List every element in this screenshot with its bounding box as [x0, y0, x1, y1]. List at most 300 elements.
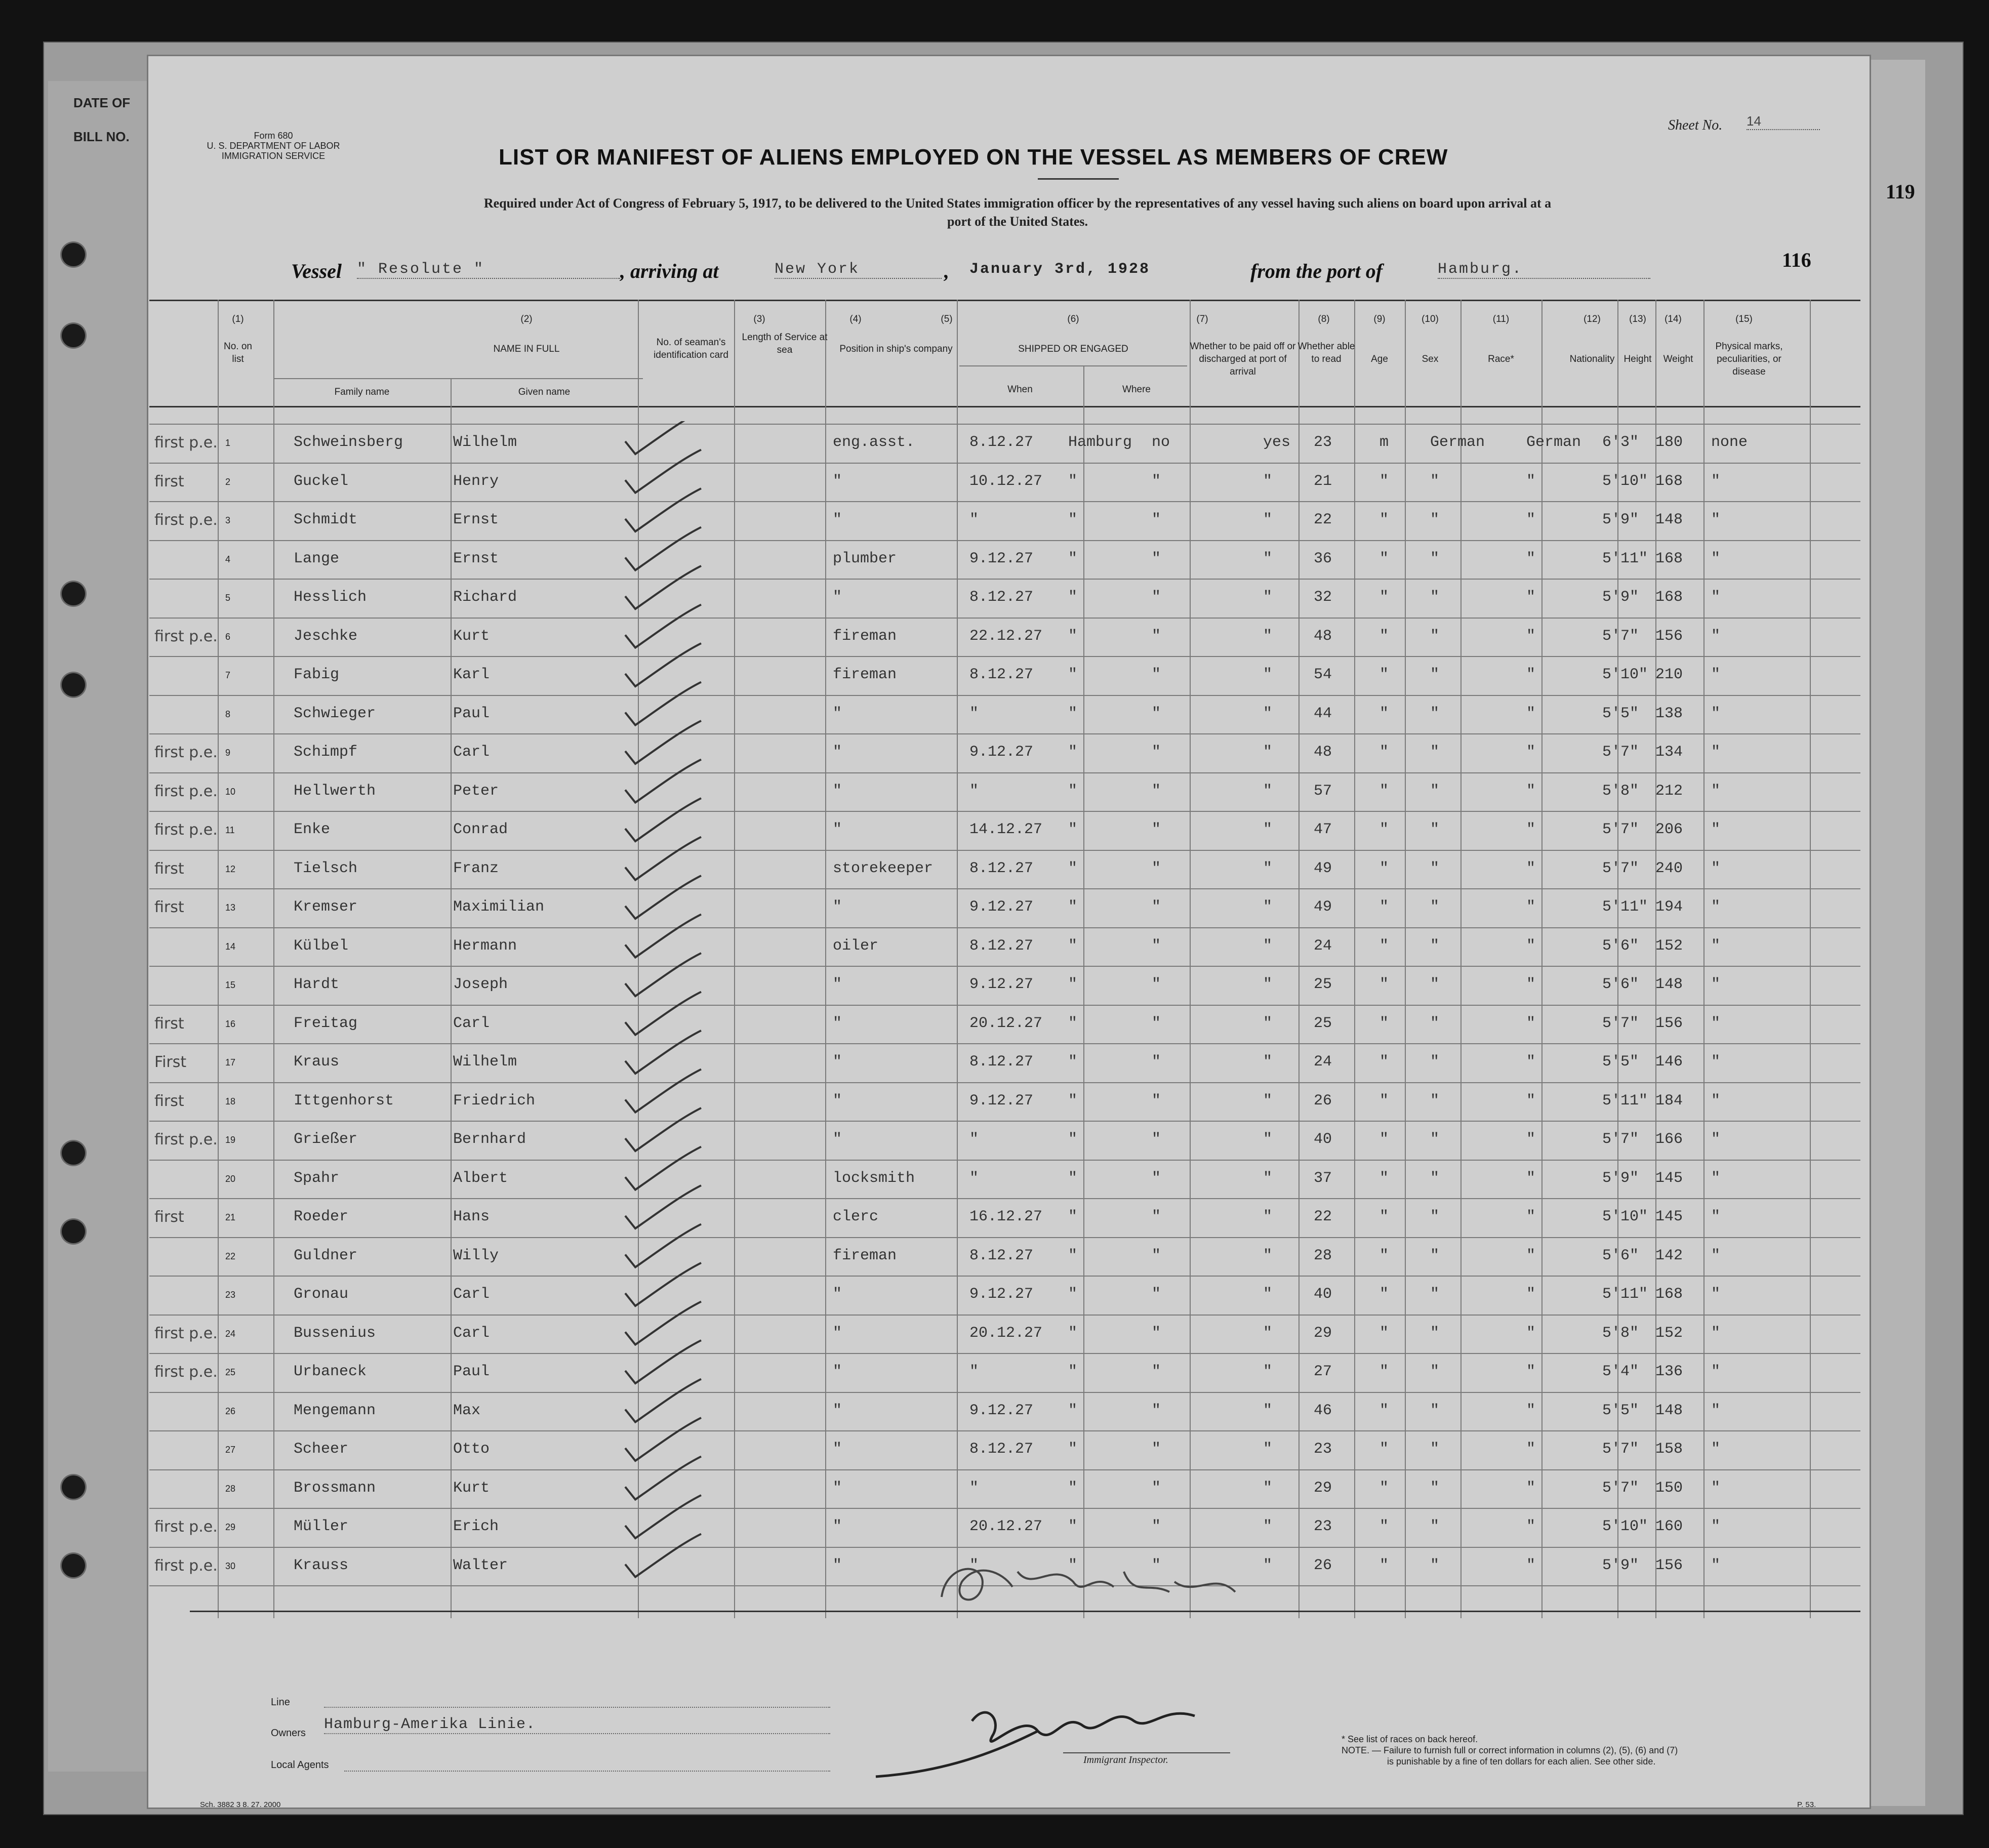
cell-age: 47	[1314, 821, 1332, 838]
cell-weight: 146	[1655, 1053, 1683, 1071]
cell-sex: "	[1379, 1441, 1389, 1458]
cell-no: 10	[225, 786, 236, 797]
cell-age: 23	[1314, 1518, 1332, 1535]
cell-weight: 148	[1655, 511, 1683, 528]
cell-given: Kurt	[453, 1479, 490, 1497]
cell-no: 20	[225, 1173, 236, 1184]
cell-marks: "	[1711, 1014, 1721, 1032]
cell-weight: 212	[1655, 782, 1683, 800]
cell-given: Ernst	[453, 550, 499, 567]
col-number: (6)	[1067, 314, 1079, 324]
cell-when: 20.12.27	[969, 1324, 1043, 1342]
cell-paid: "	[1152, 744, 1161, 761]
cell-marks: "	[1711, 627, 1721, 645]
cell-height: 5'7"	[1602, 1479, 1639, 1497]
cell-sex: "	[1379, 1092, 1389, 1110]
cell-family: Freitag	[294, 1014, 358, 1032]
cell-when: 8.12.27	[969, 1053, 1034, 1071]
cell-paid: "	[1152, 1363, 1161, 1380]
service: IMMIGRATION SERVICE	[221, 151, 326, 161]
cell-age: 49	[1314, 859, 1332, 877]
cell-marks: "	[1711, 705, 1721, 722]
cell-paid: "	[1152, 821, 1161, 838]
cell-position: locksmith	[833, 1169, 915, 1187]
crew-table	[149, 300, 1860, 1621]
cell-sex: "	[1379, 782, 1389, 800]
id-card-check-mark	[625, 876, 701, 919]
col-number: (12)	[1584, 314, 1601, 324]
grid-rule	[149, 1121, 1860, 1122]
cell-where: "	[1068, 627, 1078, 645]
cell-position: "	[833, 1479, 842, 1497]
cell-position: "	[833, 1556, 842, 1574]
cell-given: Bernhard	[453, 1131, 526, 1148]
grid-rule	[149, 656, 1860, 657]
cell-paid: "	[1152, 1479, 1161, 1497]
id-card-check-mark	[625, 1070, 701, 1113]
cell-weight: 145	[1655, 1169, 1683, 1187]
cell-paid: "	[1152, 1324, 1161, 1342]
cell-sex: "	[1379, 898, 1389, 916]
cell-mark: first p.e.	[154, 1518, 218, 1536]
cell-race: "	[1430, 1518, 1440, 1535]
cell-family: Ittgenhorst	[294, 1092, 394, 1110]
cell-weight: 148	[1655, 1402, 1683, 1419]
cell-no: 7	[225, 670, 231, 680]
cell-read: "	[1263, 1556, 1273, 1574]
id-card-check-mark	[625, 488, 701, 531]
cell-where: "	[1068, 937, 1078, 955]
cell-race: "	[1430, 1286, 1440, 1303]
cell-marks: "	[1711, 898, 1721, 916]
cell-no: 8	[225, 709, 231, 719]
departure-port: Hamburg.	[1438, 261, 1650, 279]
cell-sex: "	[1379, 1053, 1389, 1071]
form-number: Form 680	[254, 131, 293, 141]
cell-family: Urbaneck	[294, 1363, 367, 1380]
cell-mark: first p.e.	[154, 1324, 218, 1342]
cell-where: "	[1068, 744, 1078, 761]
cell-mark: first p.e.	[154, 434, 218, 451]
cell-sex: "	[1379, 1286, 1389, 1303]
cell-sex: "	[1379, 1363, 1389, 1380]
vessel-name: " Resolute "	[357, 261, 620, 279]
cell-where: "	[1068, 1479, 1078, 1497]
cell-read: "	[1263, 937, 1273, 955]
header-id-card: No. of seaman's identification card	[654, 337, 728, 360]
grid-rule	[957, 300, 958, 1618]
cell-when: 8.12.27	[969, 1247, 1034, 1264]
cell-given: Maximilian	[453, 898, 545, 916]
cell-height: 5'5"	[1602, 705, 1639, 722]
cell-given: Willy	[453, 1247, 499, 1264]
header-position: Position in ship's company	[839, 344, 953, 354]
cell-marks: "	[1711, 472, 1721, 490]
cell-no: 14	[225, 941, 236, 952]
grid-rule	[149, 1392, 1860, 1393]
cell-race: "	[1430, 550, 1440, 567]
col-number: (1)	[232, 314, 244, 324]
cell-weight: 156	[1655, 1014, 1683, 1032]
cell-when: 9.12.27	[969, 898, 1034, 916]
cell-where: "	[1068, 1014, 1078, 1032]
form-info	[200, 131, 347, 161]
cell-when: 16.12.27	[969, 1208, 1043, 1225]
cell-position: "	[833, 1402, 842, 1419]
cell-age: 57	[1314, 782, 1332, 800]
cell-age: 24	[1314, 1053, 1332, 1071]
cell-given: Carl	[453, 1286, 490, 1303]
cell-nat: "	[1526, 705, 1536, 722]
cell-where: "	[1068, 666, 1078, 683]
cell-family: Mengemann	[294, 1402, 376, 1419]
cell-when: 8.12.27	[969, 589, 1034, 606]
cell-height: 5'10"	[1602, 1518, 1648, 1535]
cell-age: 22	[1314, 511, 1332, 528]
cell-no: 25	[225, 1367, 236, 1377]
cell-position: "	[833, 511, 842, 528]
grid-rule	[149, 1508, 1860, 1509]
grid-rule	[149, 1082, 1860, 1083]
cell-weight: 138	[1655, 705, 1683, 722]
cell-sex: "	[1379, 1324, 1389, 1342]
cell-given: Ernst	[453, 511, 499, 528]
title-rule	[1038, 178, 1119, 180]
col-number: (3)	[753, 314, 765, 324]
cell-given: Wilhelm	[453, 1053, 517, 1071]
cell-weight: 184	[1655, 1092, 1683, 1110]
cell-nat: "	[1526, 1556, 1536, 1574]
owners-value: Hamburg-Amerika Linie.	[324, 1716, 830, 1734]
header-where: Where	[1122, 384, 1151, 395]
cell-marks: "	[1711, 1169, 1721, 1187]
cell-family: Kraus	[294, 1053, 340, 1071]
cell-nat: "	[1526, 1402, 1536, 1419]
cell-marks: "	[1711, 666, 1721, 683]
cell-position: "	[833, 1092, 842, 1110]
cell-where: "	[1068, 1324, 1078, 1342]
cell-when: 20.12.27	[969, 1014, 1043, 1032]
cell-family: Guldner	[294, 1247, 358, 1264]
cell-paid: "	[1152, 937, 1161, 955]
cell-nat: "	[1526, 1324, 1536, 1342]
cell-mark: first p.e.	[154, 782, 218, 800]
cell-no: 24	[225, 1328, 236, 1339]
cell-where: "	[1068, 1402, 1078, 1419]
id-card-check-mark	[625, 798, 701, 841]
cell-no: 30	[225, 1560, 236, 1571]
cell-nat: "	[1526, 782, 1536, 800]
cell-age: 29	[1314, 1479, 1332, 1497]
cell-nat: "	[1526, 1208, 1536, 1225]
cell-marks: none	[1711, 434, 1748, 451]
cell-height: 5'6"	[1602, 1247, 1639, 1264]
local-agents-label: Local Agents	[271, 1759, 329, 1771]
cell-age: 26	[1314, 1092, 1332, 1110]
cell-where: "	[1068, 511, 1078, 528]
cell-age: 26	[1314, 1556, 1332, 1574]
cell-sex: "	[1379, 976, 1389, 993]
cell-race: "	[1430, 627, 1440, 645]
cell-read: "	[1263, 472, 1273, 490]
cell-family: Hardt	[294, 976, 340, 993]
cell-read: "	[1263, 1479, 1273, 1497]
cell-marks: "	[1711, 1092, 1721, 1110]
cell-family: Müller	[294, 1518, 349, 1535]
id-card-check-mark	[625, 953, 701, 996]
cell-given: Joseph	[453, 976, 508, 993]
grid-rule	[149, 966, 1860, 967]
cell-when: "	[969, 1131, 979, 1148]
cell-sex: "	[1379, 1014, 1389, 1032]
cell-paid: no	[1152, 434, 1170, 451]
cell-nat: "	[1526, 1169, 1536, 1187]
header-race: Race*	[1488, 354, 1514, 364]
cell-read: yes	[1263, 434, 1291, 451]
cell-weight: 156	[1655, 1556, 1683, 1574]
cell-weight: 136	[1655, 1363, 1683, 1380]
cell-height: 5'4"	[1602, 1363, 1639, 1380]
cell-height: 5'11"	[1602, 550, 1648, 567]
cell-where: "	[1068, 705, 1078, 722]
cell-where: "	[1068, 976, 1078, 993]
cell-read: "	[1263, 1208, 1273, 1225]
cell-sex: "	[1379, 1518, 1389, 1535]
owners-label: Owners	[271, 1728, 306, 1739]
cell-age: 24	[1314, 937, 1332, 955]
cell-no: 22	[225, 1251, 236, 1261]
grid-rule	[1810, 300, 1811, 1618]
cell-race: "	[1430, 1402, 1440, 1419]
statute-line-2: port of the United States.	[947, 214, 1088, 229]
sheet-label: Sheet No.	[1668, 117, 1723, 133]
cell-marks: "	[1711, 1324, 1721, 1342]
cell-nat: "	[1526, 744, 1536, 761]
cell-when: 22.12.27	[969, 627, 1043, 645]
id-card-check-mark	[625, 682, 701, 725]
cell-paid: "	[1152, 898, 1161, 916]
cell-when: "	[969, 1363, 979, 1380]
cell-read: "	[1263, 589, 1273, 606]
cell-when: 8.12.27	[969, 666, 1034, 683]
cell-weight: 180	[1655, 434, 1683, 451]
header-weight: Weight	[1663, 354, 1693, 364]
cell-weight: 134	[1655, 744, 1683, 761]
cell-family: Guckel	[294, 472, 349, 490]
cell-race: "	[1430, 1208, 1440, 1225]
cell-read: "	[1263, 821, 1273, 838]
cell-paid: "	[1152, 589, 1161, 606]
date-comma: ,	[944, 260, 949, 282]
cell-when: 9.12.27	[969, 550, 1034, 567]
cell-race: "	[1430, 472, 1440, 490]
stamp-number-116: 116	[1782, 249, 1811, 271]
cell-family: Lange	[294, 550, 340, 567]
header-shipped-engaged: SHIPPED OR ENGAGED	[1018, 344, 1128, 354]
id-card-check-mark	[625, 566, 701, 609]
cell-marks: "	[1711, 976, 1721, 993]
id-card-check-mark	[625, 527, 701, 570]
cell-family: Grießer	[294, 1131, 358, 1148]
cell-family: Hesslich	[294, 589, 367, 606]
cell-paid: "	[1152, 627, 1161, 645]
cell-race: "	[1430, 1131, 1440, 1148]
grid-rule	[1460, 300, 1462, 1618]
cell-read: "	[1263, 859, 1273, 877]
cell-race: "	[1430, 976, 1440, 993]
stamp-number-119: 119	[1886, 180, 1915, 203]
binder-hole	[62, 1141, 85, 1165]
cell-height: 5'11"	[1602, 1092, 1648, 1110]
cell-position: "	[833, 744, 842, 761]
cell-nat: "	[1526, 666, 1536, 683]
cell-sex: "	[1379, 472, 1389, 490]
id-card-check-mark	[625, 450, 701, 493]
cell-weight: 168	[1655, 589, 1683, 606]
cell-age: 46	[1314, 1402, 1332, 1419]
cell-where: "	[1068, 1053, 1078, 1071]
cell-family: Tielsch	[294, 859, 358, 877]
cell-where: "	[1068, 1363, 1078, 1380]
cell-nat: "	[1526, 627, 1536, 645]
cell-weight: 240	[1655, 859, 1683, 877]
cell-read: "	[1263, 1441, 1273, 1458]
cell-when: "	[969, 511, 979, 528]
cell-height: 5'9"	[1602, 589, 1639, 606]
cell-position: storekeeper	[833, 859, 933, 877]
cell-sex: "	[1379, 1479, 1389, 1497]
cell-race: "	[1430, 1014, 1440, 1032]
cell-marks: "	[1711, 744, 1721, 761]
cell-age: 25	[1314, 1014, 1332, 1032]
cell-mark: first	[154, 472, 184, 490]
cell-height: 5'10"	[1602, 666, 1648, 683]
cell-nat: "	[1526, 1441, 1536, 1458]
cell-paid: "	[1152, 1518, 1161, 1535]
cell-given: Albert	[453, 1169, 508, 1187]
cell-height: 5'9"	[1602, 1556, 1639, 1574]
grid-rule	[149, 811, 1860, 812]
cell-weight: 156	[1655, 627, 1683, 645]
id-card-check-mark	[625, 992, 701, 1035]
cell-marks: "	[1711, 1247, 1721, 1264]
cell-weight: 206	[1655, 821, 1683, 838]
header-length-service: Length of Service at sea	[742, 332, 828, 355]
cell-when: 9.12.27	[969, 976, 1034, 993]
cell-family: Roeder	[294, 1208, 349, 1225]
cell-read: "	[1263, 1131, 1273, 1148]
cell-position: "	[833, 1324, 842, 1342]
cell-when: 9.12.27	[969, 1286, 1034, 1303]
cell-nat: "	[1526, 821, 1536, 838]
cell-nat: "	[1526, 1053, 1536, 1071]
header-nationality: Nationality	[1569, 354, 1615, 364]
cell-read: "	[1263, 1092, 1273, 1110]
cell-age: 23	[1314, 434, 1332, 451]
cell-age: 49	[1314, 898, 1332, 916]
grid-rule	[149, 618, 1860, 619]
cell-read: "	[1263, 1247, 1273, 1264]
cell-where: "	[1068, 782, 1078, 800]
arrival-port: New York	[775, 261, 942, 279]
id-card-check-mark	[625, 1379, 701, 1422]
cell-no: 12	[225, 864, 236, 874]
cell-mark: first	[154, 1208, 184, 1226]
grid-rule	[149, 850, 1860, 851]
header-sex: Sex	[1422, 354, 1439, 364]
cell-given: Paul	[453, 705, 490, 722]
binder-hole	[62, 1554, 85, 1577]
cell-paid: "	[1152, 511, 1161, 528]
cell-given: Paul	[453, 1363, 490, 1380]
col-number: (2)	[520, 314, 533, 324]
cell-sex: "	[1379, 1402, 1389, 1419]
cell-height: 5'7"	[1602, 1014, 1639, 1032]
cell-sex: "	[1379, 550, 1389, 567]
grid-rule	[149, 1469, 1860, 1470]
cell-position: "	[833, 782, 842, 800]
cell-where: "	[1068, 1441, 1078, 1458]
cell-no: 17	[225, 1057, 236, 1067]
cell-paid: "	[1152, 1131, 1161, 1148]
cell-read: "	[1263, 1169, 1273, 1187]
cell-paid: "	[1152, 472, 1161, 490]
cell-nat: "	[1526, 1247, 1536, 1264]
penalty-note-1: NOTE. — Failure to furnish full or correct information in columns (2), (5), (6) and (7)	[1342, 1745, 1678, 1755]
cell-no: 2	[225, 476, 231, 487]
grid-rule	[149, 733, 1860, 734]
statute-text	[283, 194, 1752, 231]
cell-age: 36	[1314, 550, 1332, 567]
cell-marks: "	[1711, 1053, 1721, 1071]
grid-rule	[149, 695, 1860, 696]
cell-given: Peter	[453, 782, 499, 800]
department: U. S. DEPARTMENT OF LABOR	[207, 141, 340, 151]
cell-family: Enke	[294, 821, 331, 838]
grid-rule	[149, 1353, 1860, 1354]
header-age: Age	[1371, 354, 1388, 364]
cell-given: Walter	[453, 1556, 508, 1574]
cell-read: "	[1263, 666, 1273, 683]
cell-position: "	[833, 1053, 842, 1071]
cell-read: "	[1263, 1053, 1273, 1071]
cell-sex: "	[1379, 937, 1389, 955]
cell-where: "	[1068, 1092, 1078, 1110]
cell-weight: 145	[1655, 1208, 1683, 1225]
cell-marks: "	[1711, 589, 1721, 606]
cell-weight: 194	[1655, 898, 1683, 916]
cell-height: 5'11"	[1602, 898, 1648, 916]
cell-age: 32	[1314, 589, 1332, 606]
cell-no: 4	[225, 554, 231, 564]
statute-line-1: Required under Act of Congress of February 5, 1917, to be delivered to the United States immigration officer by the representatives of any vessel having such aliens on board upon arrival at a	[483, 196, 1552, 211]
cell-marks: "	[1711, 1131, 1721, 1148]
cell-sex: "	[1379, 821, 1389, 838]
grid-rule	[149, 300, 1860, 301]
cell-height: 5'6"	[1602, 937, 1639, 955]
cell-family: Schweinsberg	[294, 434, 403, 451]
cell-position: "	[833, 821, 842, 838]
cell-mark: first	[154, 898, 184, 916]
id-card-check-mark	[625, 1302, 701, 1345]
cell-position: "	[833, 976, 842, 993]
col-number: (9)	[1373, 314, 1386, 324]
cell-no: 11	[225, 825, 235, 835]
header-no-on-list: No. on list	[224, 341, 252, 364]
cell-mark: first p.e.	[154, 1363, 218, 1381]
cell-family: Krauss	[294, 1556, 349, 1574]
cell-position: "	[833, 1131, 842, 1148]
